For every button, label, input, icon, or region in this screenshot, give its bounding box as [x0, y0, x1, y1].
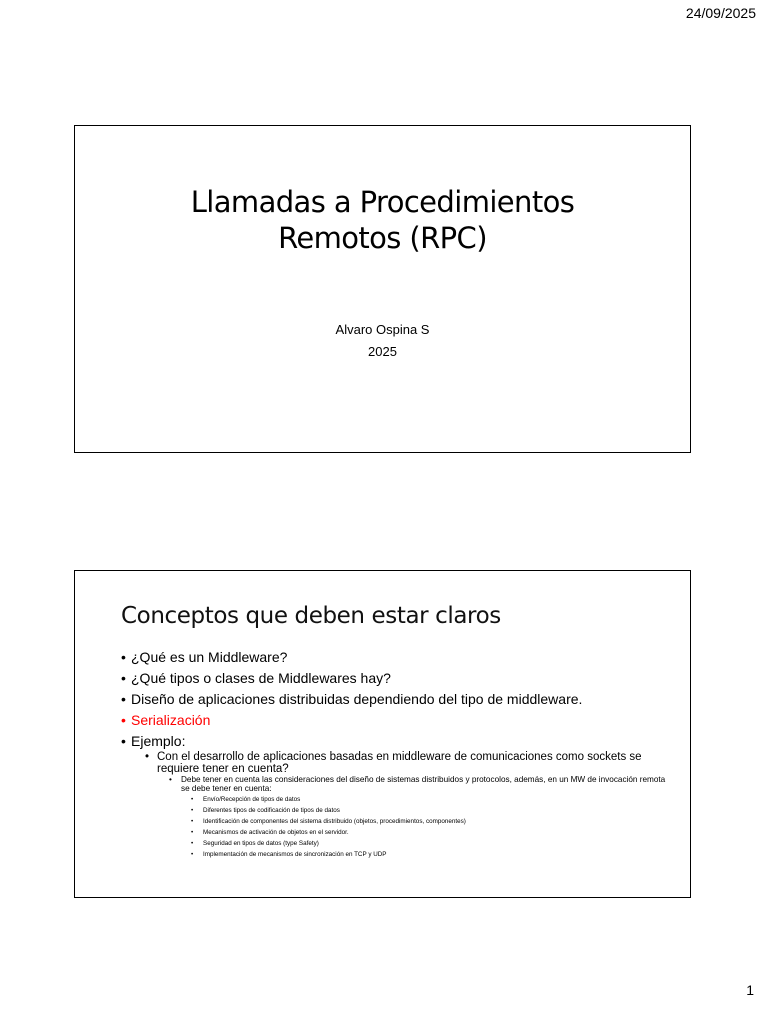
detail-item: • Diferentes tipos de codificación de tipos de datos	[191, 805, 670, 816]
slide-concepts	[74, 570, 691, 898]
bullet-list	[121, 647, 670, 860]
author-name: Alvaro Ospina S	[335, 322, 430, 337]
bullet-item-example	[121, 731, 670, 860]
detail-item: • Implementación de mecanismos de sincronización en TCP y UDP	[191, 849, 670, 860]
sub-sub-bullet-text: Debe tener en cuenta las consideraciones del diseño de sistemas distribuidos y protocolos, además, en un MW de invocación remota se debe tener en cuenta:	[181, 775, 666, 793]
bullet-item-highlight: • Serialización	[121, 710, 670, 731]
title-line-2: Remotos (RPC)	[278, 221, 487, 255]
sub-bullet-list	[145, 752, 670, 860]
sub-bullet-text: Con el desarrollo de aplicaciones basadas en middleware de comunicaciones como sockets se requiere tener en cuenta?	[157, 751, 642, 775]
title-line-1: Llamadas a Procedimientos	[190, 185, 575, 219]
header-date: 24/09/2025	[685, 5, 756, 21]
detail-item: • Envío/Recepción de tipos de datos	[191, 794, 670, 805]
page-number: 1	[746, 982, 754, 998]
detail-item: • Identificación de componentes del sistema distribuido (objetos, procedimientos, componentes)	[191, 816, 670, 827]
presentation-year: 2025	[368, 344, 397, 359]
slide-title-heading	[75, 184, 690, 256]
sub-sub-bullet-item	[169, 776, 670, 860]
slide-title	[74, 125, 691, 453]
bullet-item: • Diseño de aplicaciones distribuidas dependiendo del tipo de middleware.	[121, 689, 670, 710]
sub-sub-bullet-list	[169, 776, 670, 860]
slide-concepts-heading: Conceptos que deben estar claros	[121, 603, 501, 629]
detail-list	[191, 794, 670, 860]
detail-item: • Seguridad en tipos de datos (type Safety)	[191, 838, 670, 849]
detail-item: • Mecanismos de activación de objetos en el servidor.	[191, 827, 670, 838]
bullet-example-label: Ejemplo:	[131, 733, 186, 749]
bullet-item: • ¿Qué es un Middleware?	[121, 647, 670, 668]
bullet-item: • ¿Qué tipos o clases de Middlewares hay?	[121, 668, 670, 689]
sub-bullet-item	[145, 752, 670, 860]
